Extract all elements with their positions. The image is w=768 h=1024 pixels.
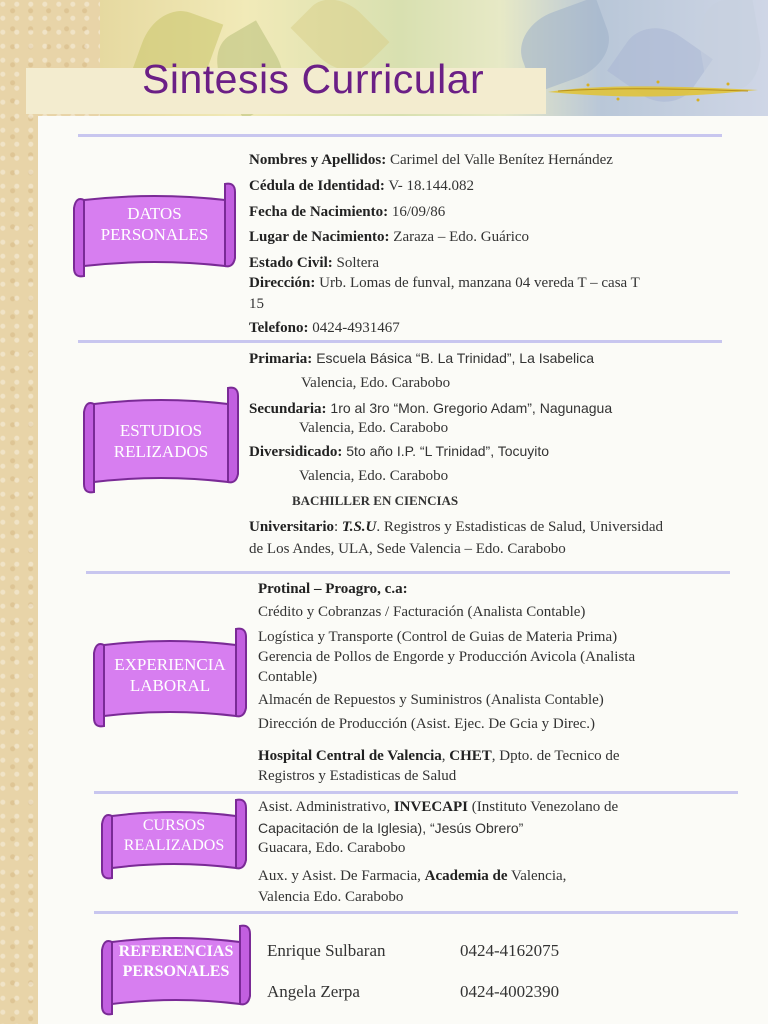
field-label: Secundaria:: [249, 401, 327, 417]
section-scroll-cursos: [100, 796, 248, 882]
field-label: Telefono:: [249, 320, 309, 336]
field-value: Carimel del Valle Benítez Hernández: [386, 152, 613, 168]
field-label: Estado Civil:: [249, 255, 333, 271]
curso-line: [258, 867, 566, 886]
field-sep: ,: [441, 748, 450, 764]
field-sep: :: [333, 519, 342, 535]
section-label: DATOS: [127, 204, 182, 223]
secundaria-line: [249, 399, 612, 419]
field-value: 16/09/86: [388, 204, 446, 220]
field-label: Dirección:: [249, 275, 316, 291]
hospital-name: Hospital Central de Valencia: [258, 748, 442, 764]
section-scroll-referencias: [100, 922, 252, 1018]
curso-location: Valencia Edo. Carabobo: [258, 889, 404, 905]
direccion-cont: 15: [249, 296, 264, 312]
field-label: Cédula de Identidad:: [249, 178, 385, 194]
section-label: REFERENCIAS: [118, 943, 234, 960]
sparkle-decoration-icon: [548, 76, 758, 106]
org-name: INVECAPI: [393, 799, 469, 815]
field-value: Aux. y Asist. De Farmacia,: [258, 868, 425, 884]
divider: [78, 134, 722, 137]
reference-phone: 0424-4002390: [460, 982, 560, 1001]
primaria-line: [249, 349, 594, 369]
section-label: RELIZADOS: [113, 442, 209, 462]
section-scroll-datos: [72, 180, 237, 280]
diversificado-location: Valencia, Edo. Carabobo: [299, 468, 449, 484]
divider: [94, 911, 738, 914]
reference-name: Enrique Sulbaran: [267, 941, 386, 960]
field-value: (Instituto Venezolano de: [468, 799, 619, 815]
field-value: Urb. Lomas de funval, manzana 04 vereda T – casa T: [315, 275, 640, 291]
field-value: Valencia,: [507, 868, 567, 884]
cedula-line: [249, 177, 474, 196]
field-value: . Registros y Estadisticas de Salud, Universidad: [376, 519, 664, 535]
curso-location: Guacara, Edo. Carabobo: [258, 840, 406, 856]
field-value: V- 18.144.082: [384, 178, 475, 194]
tsu-title: T.S.U: [341, 519, 377, 535]
hospital-line: [258, 747, 620, 766]
field-value: Zaraza – Edo. Guárico: [389, 229, 530, 245]
divider: [86, 571, 730, 574]
universitario-cont: de Los Andes, ULA, Sede Valencia – Edo. Carabobo: [249, 541, 566, 557]
field-value: 1ro al 3ro “Mon. Gregorio Adam”, Nagunagua: [326, 400, 613, 416]
field-label: Universitario: [249, 519, 334, 535]
field-label: Diversidicado:: [249, 444, 343, 460]
field-value: Asist. Administrativo,: [258, 799, 394, 815]
empresa-title: Protinal – Proagro, c.a:: [258, 581, 408, 597]
field-value: 5to año I.P. “L Trinidad”, Tocuyito: [342, 443, 550, 459]
chet-name: CHET: [449, 748, 492, 764]
lugar-line: [249, 228, 529, 247]
reference-phone: 0424-4162075: [460, 941, 560, 960]
section-label: ESTUDIOS: [119, 421, 203, 440]
section-label: PERSONALES: [100, 225, 209, 245]
experience-item: Gerencia de Pollos de Engorde y Producción Avicola (Analista: [258, 649, 636, 665]
page-title: Sintesis Curricular: [142, 56, 485, 102]
reference-name: Angela Zerpa: [267, 982, 360, 1001]
direccion-line: [249, 274, 640, 293]
field-label: Nombres y Apellidos:: [249, 152, 387, 168]
section-scroll-estudios: [82, 384, 240, 496]
telefono-line: [249, 319, 400, 338]
section-label: CURSOS: [142, 817, 206, 834]
experience-item: Logística y Transporte (Control de Guias de Materia Prima): [258, 629, 618, 645]
field-value: Soltera: [332, 255, 380, 271]
nombres-line: [249, 151, 613, 170]
section-label: LABORAL: [129, 676, 211, 696]
civil-line: [249, 254, 379, 273]
divider: [78, 340, 722, 343]
experience-item: Dirección de Producción (Asist. Ejec. De Gcia y Direc.): [258, 716, 595, 732]
field-value: Escuela Básica “B. La Trinidad”, La Isabelica: [312, 350, 595, 366]
fecha-line: [249, 203, 445, 222]
diversificado-line: [249, 442, 549, 462]
curso-line: [258, 798, 618, 817]
universitario-line: [249, 518, 663, 537]
experience-item: Contable): [258, 669, 318, 685]
experience-item: Crédito y Cobranzas / Facturación (Analista Contable): [258, 604, 586, 620]
curso-cont: Capacitación de la Iglesia), “Jesús Obrero”: [258, 820, 524, 836]
primaria-location: Valencia, Edo. Carabobo: [301, 375, 451, 391]
secundaria-location: Valencia, Edo. Carabobo: [299, 420, 449, 436]
experience-item: Almacén de Repuestos y Suministros (Analista Contable): [258, 692, 604, 708]
field-label: Fecha de Nacimiento:: [249, 204, 389, 220]
section-label: REALIZADOS: [123, 837, 225, 854]
section-label: PERSONALES: [122, 963, 230, 980]
field-value: 0424-4931467: [308, 320, 400, 336]
field-label: Primaria:: [249, 351, 313, 367]
field-label: Lugar de Nacimiento:: [249, 229, 390, 245]
divider: [94, 791, 738, 794]
bachiller-title: BACHILLER EN CIENCIAS: [292, 493, 459, 508]
hospital-cont: Registros y Estadisticas de Salud: [258, 768, 457, 784]
section-label: EXPERIENCIA: [114, 655, 226, 674]
section-scroll-experiencia: [92, 625, 248, 730]
field-value: , Dpto. de Tecnico de: [491, 748, 620, 764]
org-name: Academia de: [424, 868, 508, 884]
